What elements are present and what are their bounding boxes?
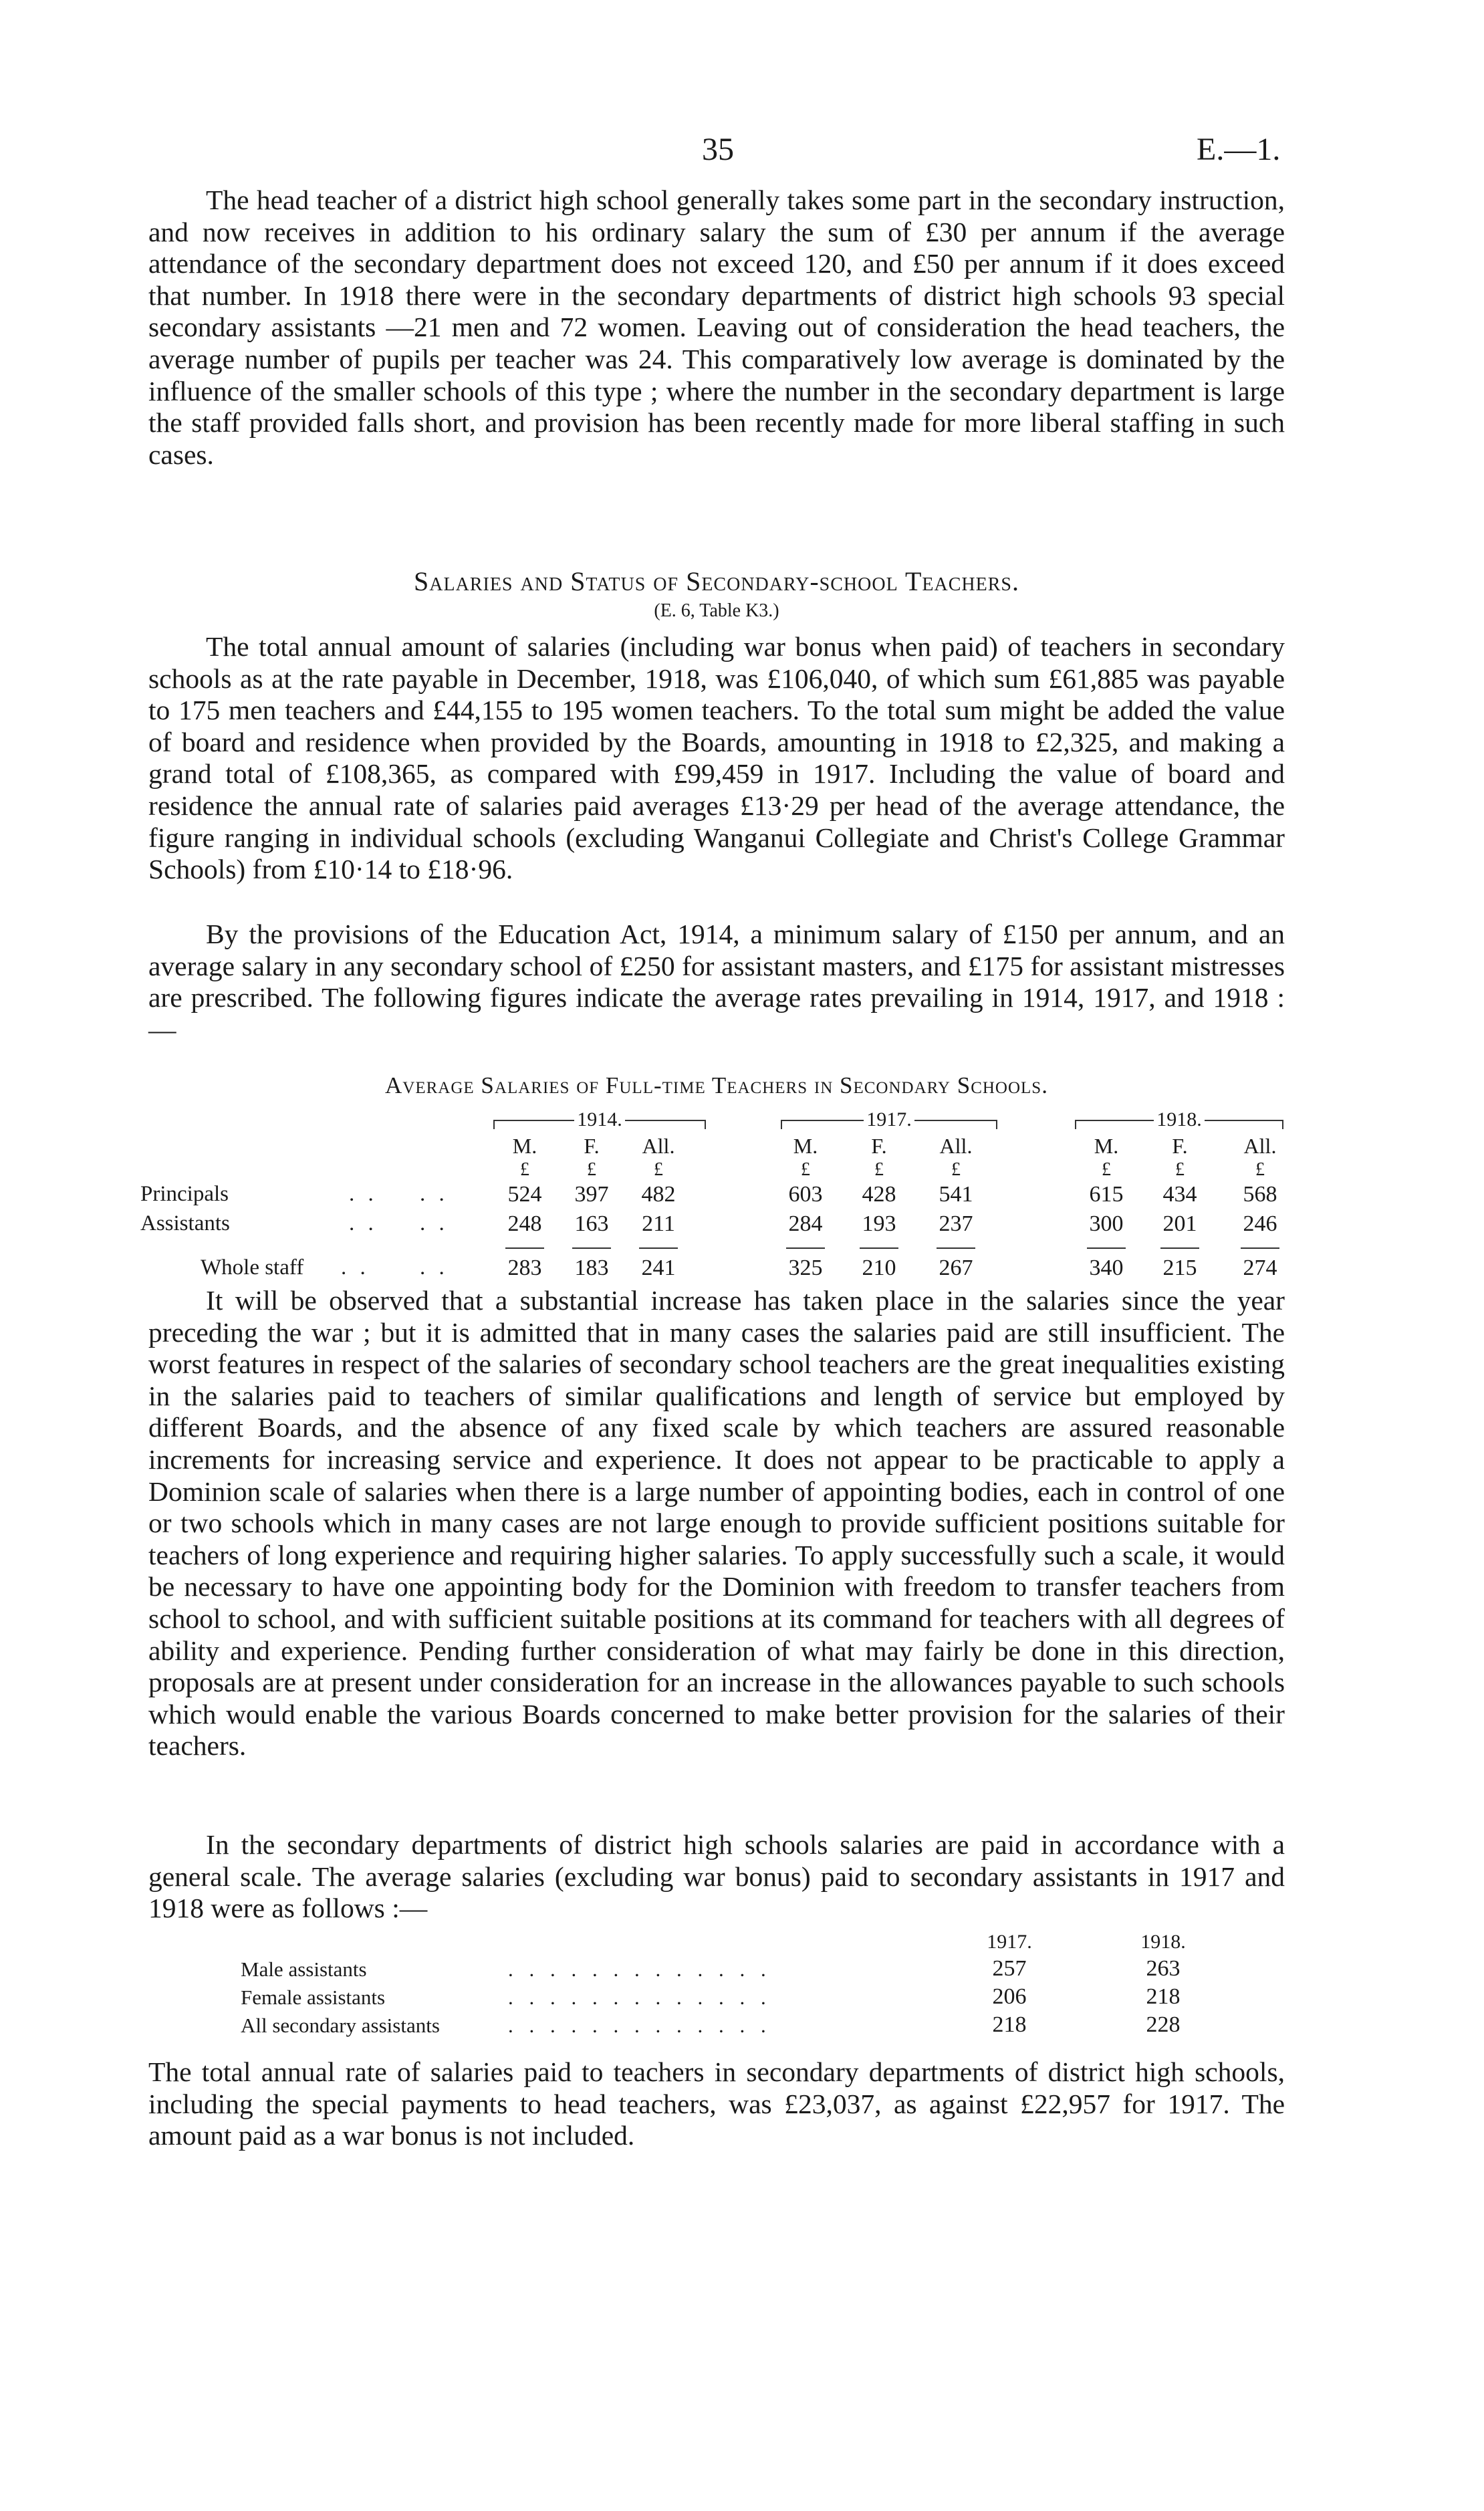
- col-head: F.: [584, 1134, 600, 1158]
- table-cell: 340: [1089, 1256, 1124, 1280]
- table-cell: 163: [574, 1211, 609, 1236]
- table-cell: 218: [1146, 1984, 1181, 2009]
- document-reference: E.—1.: [1197, 132, 1281, 167]
- leader-dots: . . . . . . . . . . . . .: [508, 1957, 771, 1981]
- table-cell: 428: [862, 1182, 896, 1207]
- col-head: F.: [871, 1134, 887, 1158]
- row-label: Male assistants: [241, 1957, 367, 1981]
- col-head-1918: 1918.: [1140, 1931, 1186, 1953]
- year-header-1918: 1918.: [1075, 1108, 1283, 1131]
- table-cell: 237: [939, 1211, 973, 1236]
- unit-label: £: [874, 1159, 884, 1180]
- sum-rule: [572, 1247, 611, 1249]
- table-cell: 218: [992, 2012, 1027, 2037]
- table-cell: 274: [1243, 1256, 1277, 1280]
- leader-dots: . . . . . . . . . . . . .: [508, 1986, 771, 2009]
- leader-dots: . .: [420, 1211, 449, 1235]
- year-header-1917: 1917.: [781, 1108, 997, 1131]
- section-reference: (E. 6, Table K3.): [654, 600, 779, 621]
- table-cell: 206: [992, 1984, 1027, 2009]
- table-cell: 241: [641, 1256, 676, 1280]
- sum-rule: [639, 1247, 678, 1249]
- unit-label: £: [1255, 1159, 1265, 1180]
- table-cell: 215: [1162, 1256, 1197, 1280]
- table-cell: 615: [1089, 1182, 1124, 1207]
- table-cell: 201: [1162, 1211, 1197, 1236]
- sum-rule: [1160, 1247, 1199, 1249]
- unit-label: £: [1175, 1159, 1185, 1180]
- leader-dots: . .: [420, 1182, 449, 1206]
- paragraph-total-salaries: The total annual amount of salaries (including war bonus when paid) of teachers in secondary schools as at the rate payable in December, 1918, was £106,040, of which sum £61,885 was payable to 175 men teachers and £44,155 to 195 women teachers. To the total sum might be added the value of board and residence when provided by the Boards, amounting in 1918 to £2,325, and making a grand total of £108,365, as compared with £99,459 in 1917. Including the value of board and residence the annual rate of salaries paid averages £13·29 per head of the average attendance, the figure ranging in individual schools (excluding Wanganui Collegiate and Christ's College Grammar Schools) from £10·14 to £18·96.: [148, 631, 1285, 885]
- col-head: All.: [939, 1134, 973, 1158]
- col-head: M.: [1094, 1134, 1119, 1158]
- table-title: Average Salaries of Full-time Teachers in Secondary Schools.: [385, 1072, 1048, 1098]
- table-cell: 482: [641, 1182, 676, 1207]
- paragraph-district-head-teacher: The head teacher of a district high school generally takes some part in the secondary instruction, and now receives in addition to his ordinary salary the sum of £30 per annum if the average attendance of the secondary department does not exceed 120, and £50 per annum if it does exceed that number. In 1918 there were in the secondary departments of district high schools 93 special secondary assistants —21 men and 72 women. Leaving out of consideration the head teachers, the average number of pupils per teacher was 24. This comparatively low average is dominated by the influence of the smaller schools of this type ; where the number in the secondary department is large the staff provided falls short, and provision has been recently made for more liberal staffing in such cases.: [148, 185, 1285, 470]
- sum-rule: [860, 1247, 898, 1249]
- row-label: Female assistants: [241, 1986, 386, 2009]
- paragraph-salary-inequalities: It will be observed that a substantial increase has taken place in the salaries since the year preceding the war ; but it is admitted that in many cases the salaries paid are still insufficient. The worst features in respect of the salaries of secondary school teachers are the great inequalities existing in the salaries paid to teachers of similar qualifications and length of service but employed by different Boards, and the absence of any fixed scale by which teachers are assured reasonable increments for increasing service and experience. It does not appear to be practicable to apply a Dominion scale of salaries when there is a large number of appointing bodies, each in control of one or two schools which in many cases are not large enough to provide sufficient positions suitable for teachers of long experience and requiring higher salaries. To apply successfully such a scale, it would be necessary to have one appointing body for the Dominion with freedom to transfer teachers from school to school, and with sufficient suitable positions at its command for teachers with all degrees of ability and experience. Pending further consideration of what may fairly be done in this direction, proposals are at present under consideration for an increase in the allowances payable to such schools which would enable the various Boards concerned to make better provision for the salaries of their teachers.: [148, 1285, 1285, 1762]
- table-cell: 183: [574, 1256, 609, 1280]
- col-head: M.: [512, 1134, 537, 1158]
- row-label: All secondary assistants: [241, 2014, 440, 2037]
- col-head: All.: [642, 1134, 675, 1158]
- table-cell: 211: [642, 1211, 675, 1236]
- year-header-1914: 1914.: [493, 1108, 706, 1131]
- table-cell: 267: [939, 1256, 973, 1280]
- table-cell: 248: [507, 1211, 542, 1236]
- assistants-salary-table: [241, 1931, 1243, 2064]
- leader-dots: . .: [349, 1182, 378, 1206]
- col-head: All.: [1243, 1134, 1277, 1158]
- leader-dots: . .: [349, 1211, 378, 1235]
- table-cell: 300: [1089, 1211, 1124, 1236]
- table-cell: 541: [939, 1182, 973, 1207]
- leader-dots: . .: [341, 1256, 370, 1280]
- col-head: M.: [793, 1134, 818, 1158]
- table-cell: 325: [788, 1256, 823, 1280]
- table-cell: 257: [992, 1956, 1027, 1981]
- sum-rule: [505, 1247, 544, 1249]
- row-label: Assistants: [140, 1211, 230, 1235]
- table-cell: 283: [507, 1256, 542, 1280]
- unit-label: £: [654, 1159, 663, 1180]
- table-cell: 193: [862, 1211, 896, 1236]
- table-cell: 603: [788, 1182, 823, 1207]
- unit-label: £: [1102, 1159, 1111, 1180]
- section-heading: Salaries and Status of Secondary-school Teachers.: [414, 566, 1019, 596]
- table-cell: 228: [1146, 2012, 1181, 2037]
- table-cell: 284: [788, 1211, 823, 1236]
- table-cell: 568: [1243, 1182, 1277, 1207]
- table-cell: 263: [1146, 1956, 1181, 1981]
- unit-label: £: [587, 1159, 596, 1180]
- total-row-label: Whole staff: [201, 1256, 304, 1280]
- sum-rule: [786, 1247, 825, 1249]
- average-salaries-table: [140, 1104, 1290, 1285]
- leader-dots: . .: [420, 1256, 449, 1280]
- leader-dots: . . . . . . . . . . . . .: [508, 2014, 771, 2037]
- page-number: 35: [702, 132, 734, 167]
- col-head: F.: [1172, 1134, 1188, 1158]
- col-head-1917: 1917.: [987, 1931, 1032, 1953]
- unit-label: £: [520, 1159, 529, 1180]
- table-cell: 524: [507, 1182, 542, 1207]
- unit-label: £: [801, 1159, 810, 1180]
- table-cell: 210: [862, 1256, 896, 1280]
- row-label: Principals: [140, 1182, 229, 1206]
- table-cell: 246: [1243, 1211, 1277, 1236]
- sum-rule: [937, 1247, 975, 1249]
- sum-rule: [1241, 1247, 1279, 1249]
- unit-label: £: [951, 1159, 961, 1180]
- paragraph-total-rate: The total annual rate of salaries paid to teachers in secondary departments of district high schools, including the special payments to head teachers, was £23,037, as against £22,957 for 1917. The amount paid as a war bonus is not included.: [148, 2056, 1285, 2151]
- paragraph-district-scale: In the secondary departments of district high schools salaries are paid in accordance with a general scale. The average salaries (excluding war bonus) paid to secondary assistants in 1917 and 1918 were as follows :—: [148, 1829, 1285, 1924]
- table-cell: 397: [574, 1182, 609, 1207]
- paragraph-education-act: By the provisions of the Education Act, 1914, a minimum salary of £150 per annum, and an average salary in any secondary school of £250 for assistant masters, and £175 for assistant mistresses are prescribed. The following figures indicate the average rates prevailing in 1914, 1917, and 1918 :—: [148, 919, 1285, 1045]
- sum-rule: [1087, 1247, 1126, 1249]
- table-cell: 434: [1162, 1182, 1197, 1207]
